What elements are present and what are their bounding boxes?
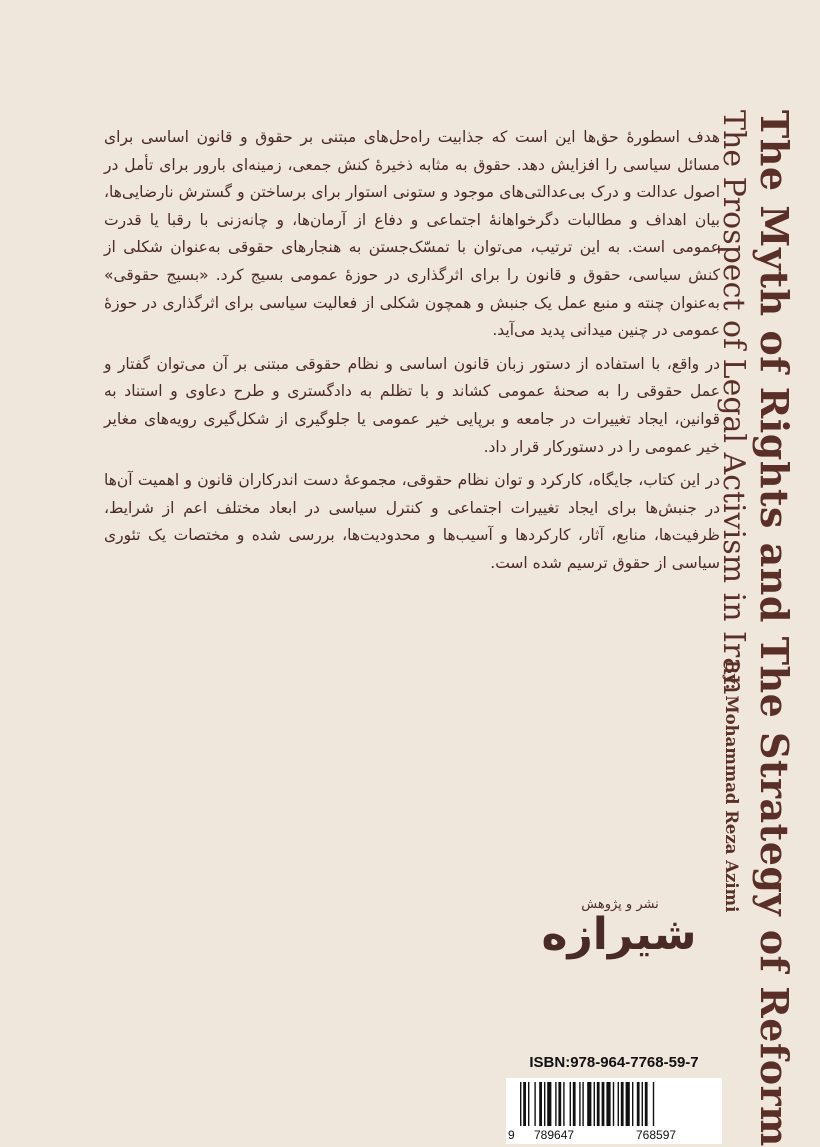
barcode-lead-digit: 9 <box>508 1128 515 1142</box>
barcode-group-1: 789647 <box>534 1128 575 1142</box>
blurb-paragraph-1: هدف اسطورهٔ حق‌ها این است که جذابیت راه‌حل‌های مبتنی بر حقوق و قانون اساسی برای مسائل سیاسی را افزایش دهد. حقوق به مثابه ذخیرهٔ کنش جمعی، زمینه‌ای بارور برای تأمل در اصول عدالت و درک بی‌عدالتی‌های موجود و ستونی استوار برای برساختن و گسترش نارضایی‌ها، بیان اهداف و مطالبات دگرخواهانهٔ اجتماعی و دفاع از آرمان‌ها، و چانه‌زنی با رقبا یا قدرت عمومی است. به این ترتیب، می‌توان با تمسّک‌جستن به هنجارهای حقوقی به‌عنوان شکلی از کنش سیاسی، حقوق و قانون را برای اثرگذاری در حوزهٔ عمومی بسیج کرد. «بسیج حقوقی» به‌عنوان چنته و منبع عمل یک جنبش و همچون شکلی از فعالیت سیاسی برای اثرگذاری در حوزهٔ عمومی در چنین میدانی پدید می‌آید. <box>104 128 720 340</box>
publisher-logo <box>510 895 728 977</box>
barcode-group-2: 768597 <box>636 1128 677 1142</box>
english-subtitle: The Prospect of Legal Activism in Iran <box>716 110 751 695</box>
publisher-name: شیرازه <box>541 909 697 960</box>
english-title: The Myth of Rights and The Strategy of Reform <box>752 110 797 1147</box>
blurb-paragraph-2: در واقع، با استفاده از دستور زبان قانون اساسی و نظام حقوقی مبتنی بر آن می‌توان گفتار و عمل حقوقی را به صحنهٔ عمومی کشاند و با تظلم به دادگستری و طرح دعاوی و استناد به قوانین، ایجاد تغییرات در جامعه و برپایی خیر عمومی یا جلوگیری از شکل‌گیری رویه‌های مغایر خیر عمومی را در دستورکار قرار داد. <box>104 354 720 456</box>
barcode <box>506 1078 722 1144</box>
blurb-paragraph-3: در این کتاب، جایگاه، کارکرد و توان نظام حقوقی، مجموعهٔ دست اندرکاران قانون و اهمیت آن‌ها در جنبش‌ها برای ایجاد تغییرات اجتماعی و کنترل سیاسی در ابعاد مختلف اعم از شرایط، ظرفیت‌ها، منابع، آثار، کارکردها و آسیب‌ها و محدودیت‌ها، بررسی شده و مختصات یک تئوری سیاسی از حقوق ترسیم شده است. <box>104 471 720 572</box>
publisher-tagline: نشر و پژوهش <box>581 897 659 912</box>
author-credit: By: Mohammad Reza Azimi <box>722 660 741 913</box>
barcode-bars-icon <box>514 1082 714 1128</box>
blurb-text <box>104 124 720 584</box>
isbn-label: ISBN:978-964-7768-59-7 <box>529 1054 699 1071</box>
